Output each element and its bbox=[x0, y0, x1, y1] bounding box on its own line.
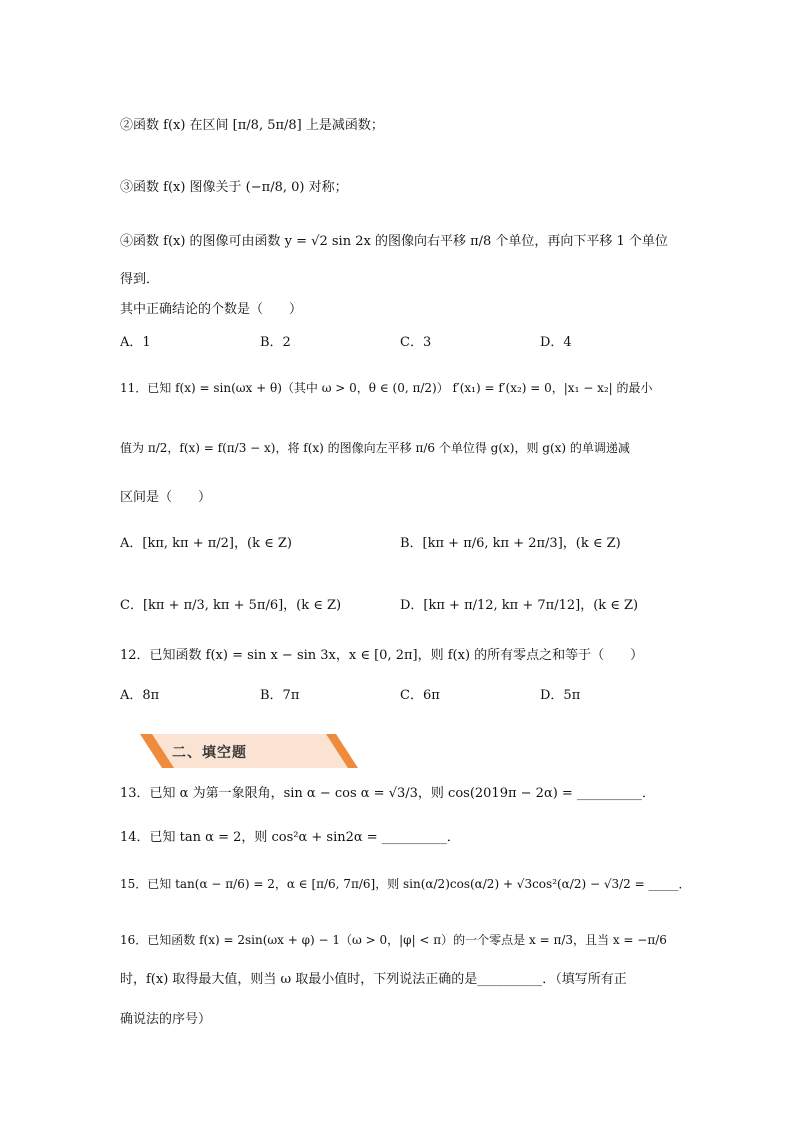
q11-option-d: D．[kπ + π/12, kπ + 7π/12]，(k ∈ Z) bbox=[400, 598, 639, 613]
q11-option-b: B．[kπ + π/6, kπ + 2π/3]，(k ∈ Z) bbox=[400, 536, 621, 551]
q12-option-b: B．7π bbox=[260, 688, 300, 703]
q10-option-b: B．2 bbox=[260, 335, 291, 350]
q12-question: 12．已知函数 f(x) = sin x − sin 3x，x ∈ [0, 2π]，则 f(x) 的所有零点之和等于（ ） bbox=[120, 648, 644, 663]
q16-line3: 确说法的序号） bbox=[120, 1012, 212, 1027]
q10-question: 其中正确结论的个数是（ ） bbox=[120, 302, 303, 317]
q16-line1: 16．已知函数 f(x) = 2sin(ωx + φ) − 1（ω > 0，|φ| < π）的一个零点是 x = π/3，且当 x = −π/6 bbox=[120, 933, 667, 947]
q14-question: 14．已知 tan α = 2，则 cos²α + sin2α = __________． bbox=[120, 830, 460, 845]
q10-option-d: D．4 bbox=[540, 335, 572, 350]
section-title: 二、填空题 bbox=[172, 745, 247, 761]
q11-line1: 11．已知 f(x) = sin(ωx + θ)（其中 ω > 0，θ ∈ (0, π/2)） f′(x₁) = f′(x₂) = 0，|x₁ − x₂| 的最小 bbox=[120, 381, 653, 395]
q11-line3: 区间是（ ） bbox=[120, 490, 212, 505]
q11-line2: 值为 π/2，f(x) = f(π/3 − x)，将 f(x) 的图像向左平移 π/6 个单位得 g(x)，则 g(x) 的单调递减 bbox=[120, 441, 630, 455]
q10-statement-4-line1: ④函数 f(x) 的图像可由函数 y = √2 sin 2x 的图像向右平移 π/8 个单位，再向下平移 1 个单位 bbox=[120, 234, 668, 249]
q10-statement-4-line2: 得到． bbox=[120, 272, 160, 287]
q11-option-a: A．[kπ, kπ + π/2]，(k ∈ Z) bbox=[120, 536, 292, 551]
q10-statement-2: ②函数 f(x) 在区间 [π/8, 5π/8] 上是减函数； bbox=[120, 118, 384, 133]
q15-question: 15．已知 tan(α − π/6) = 2，α ∈ [π/6, 7π/6]，则 sin(α/2)cos(α/2) + √3cos²(α/2) − √3/2 = _____． bbox=[120, 877, 691, 891]
q10-statement-3: ③函数 f(x) 图像关于 (−π/8, 0) 对称； bbox=[120, 180, 348, 195]
q16-line2: 时，f(x) 取得最大值，则当 ω 取最小值时，下列说法正确的是__________．（填写所有正 bbox=[120, 972, 627, 987]
q10-option-a: A．1 bbox=[120, 335, 151, 350]
q12-option-d: D．5π bbox=[540, 688, 581, 703]
q12-option-a: A．8π bbox=[120, 688, 160, 703]
q10-option-c: C．3 bbox=[400, 335, 432, 350]
q12-option-c: C．6π bbox=[400, 688, 440, 703]
q11-option-c: C．[kπ + π/3, kπ + 5π/6]，(k ∈ Z) bbox=[120, 598, 342, 613]
q13-question: 13．已知 α 为第一象限角，sin α − cos α = √3/3，则 cos(2019π − 2α) = __________． bbox=[120, 786, 655, 801]
